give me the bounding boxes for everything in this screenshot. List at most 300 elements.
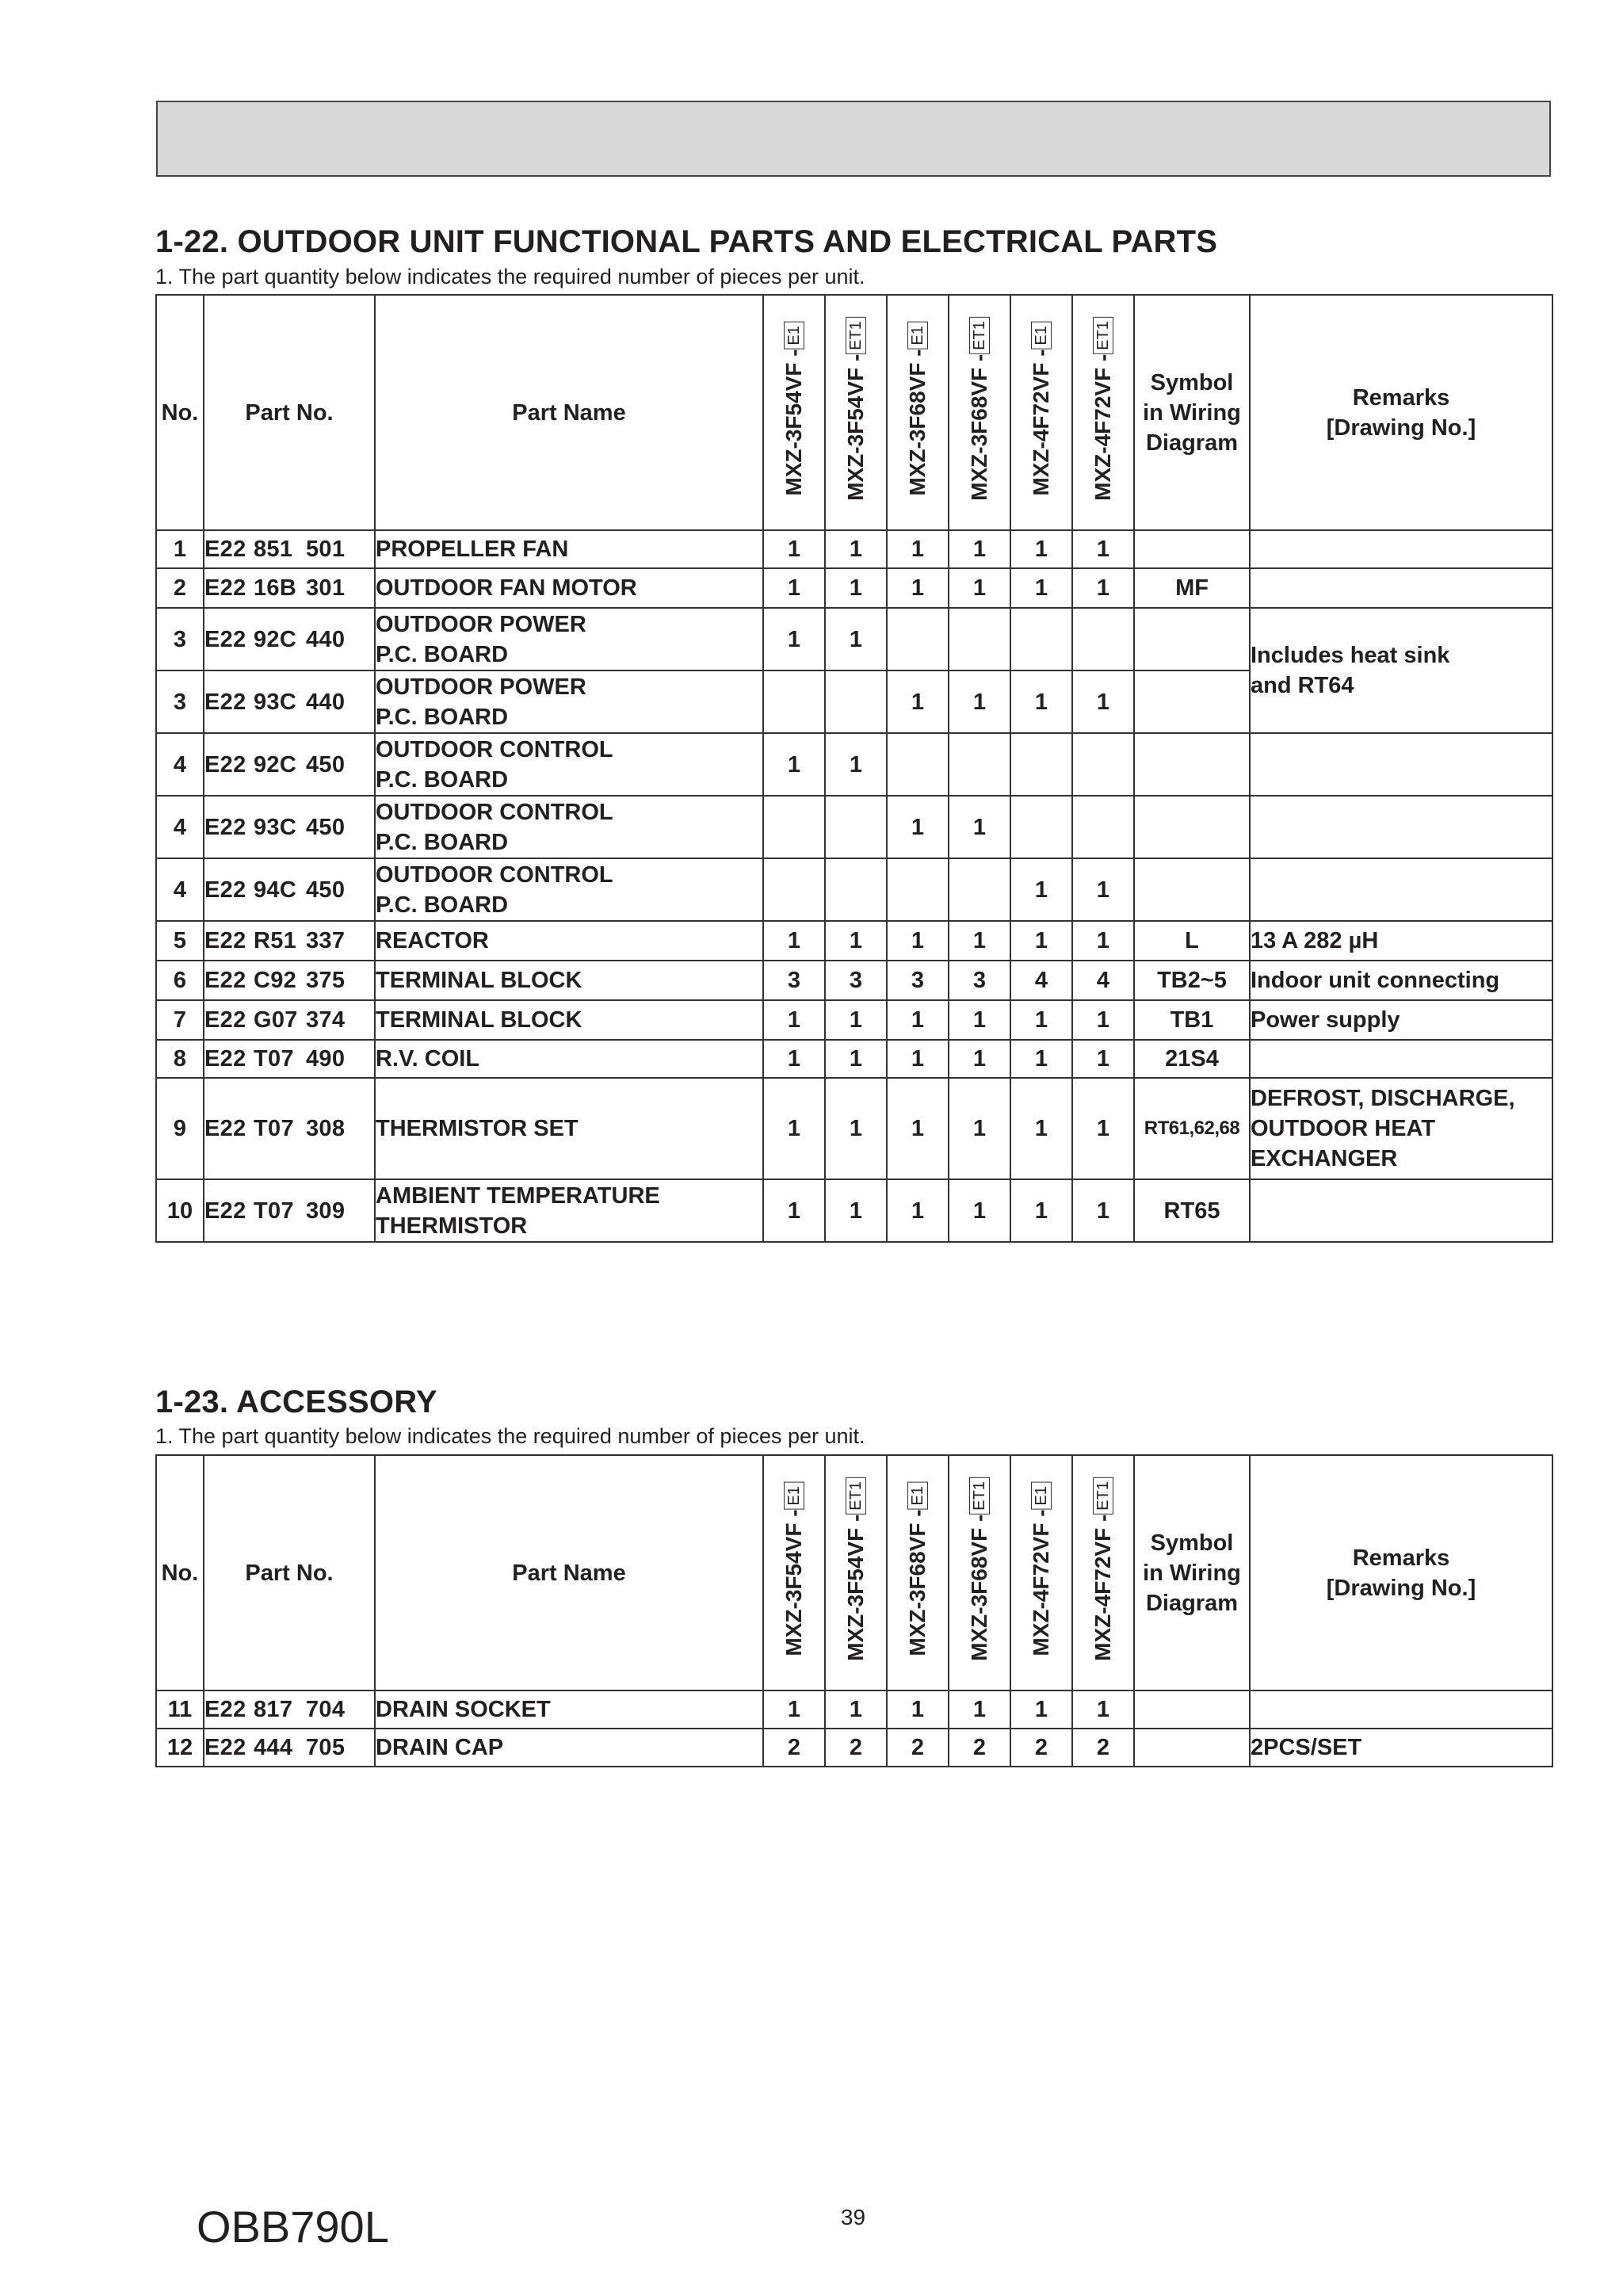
part-number-segment: E22 <box>204 1198 246 1224</box>
item-number: 6 <box>156 961 204 1000</box>
quantity-2: 2 <box>825 1729 887 1767</box>
header-model-4 <box>949 295 1010 530</box>
quantity-4: 1 <box>949 921 1010 961</box>
part-number-segment: 444 <box>254 1735 293 1760</box>
part-number-segment: 450 <box>306 814 346 840</box>
item-number: 12 <box>156 1729 204 1767</box>
quantity-5: 1 <box>1010 1690 1072 1729</box>
header-model-6 <box>1072 1455 1134 1690</box>
model-name: MXZ-3F54VF - <box>781 1509 806 1656</box>
header-model-2 <box>825 1455 887 1690</box>
header-model-4 <box>949 1455 1010 1690</box>
part-name: THERMISTOR SET <box>375 1078 763 1179</box>
quantity-6: 2 <box>1072 1729 1134 1767</box>
model-name: MXZ-4F72VF - <box>1028 349 1053 496</box>
remarks <box>1250 1690 1552 1729</box>
model-suffix: E1 <box>784 1482 804 1509</box>
quantity-3: 1 <box>887 1040 949 1078</box>
part-name <box>375 733 763 796</box>
part-number-segment: E22 <box>204 1116 246 1141</box>
part-number-segment: 501 <box>306 537 346 562</box>
quantity-3: 3 <box>887 961 949 1000</box>
quantity-3 <box>887 858 949 921</box>
part-number-segment: E22 <box>204 575 246 601</box>
item-number: 3 <box>156 670 204 733</box>
header-row <box>156 1455 1552 1690</box>
quantity-3 <box>887 733 949 796</box>
quantity-5: 1 <box>1010 1078 1072 1179</box>
part-number-segment: 93C <box>254 689 297 715</box>
remarks <box>1250 608 1552 733</box>
table-row <box>156 961 1552 1000</box>
quantity-3: 1 <box>887 1179 949 1242</box>
quantity-6 <box>1072 608 1134 670</box>
table-row <box>156 568 1552 608</box>
wiring-symbol <box>1134 858 1250 921</box>
item-number: 4 <box>156 796 204 858</box>
text-line: OUTDOOR POWER <box>376 674 586 700</box>
header-row <box>156 295 1552 530</box>
quantity-6: 1 <box>1072 1078 1134 1179</box>
part-name <box>375 1179 763 1242</box>
table-row <box>156 530 1552 568</box>
quantity-2: 1 <box>825 530 887 568</box>
model-name: MXZ-4F72VF - <box>1090 353 1115 501</box>
model-suffix: E1 <box>1031 1482 1052 1509</box>
header-part-no: Part No. <box>204 1455 375 1690</box>
part-number <box>204 1000 375 1040</box>
wiring-symbol <box>1134 530 1250 568</box>
table-row <box>156 1078 1552 1179</box>
part-number <box>204 1179 375 1242</box>
section-title-accessory: 1-23. ACCESSORY <box>155 1385 437 1419</box>
header-model-3 <box>887 295 949 530</box>
quantity-4: 1 <box>949 670 1010 733</box>
header-model-1 <box>763 295 825 530</box>
part-number-segment: E22 <box>204 1735 246 1760</box>
part-number <box>204 1729 375 1767</box>
model-suffix: ET1 <box>846 1477 866 1515</box>
remarks: Power supply <box>1250 1000 1552 1040</box>
quantity-4: 2 <box>949 1729 1010 1767</box>
quantity-6: 1 <box>1072 858 1134 921</box>
model-name: MXZ-3F54VF - <box>842 1514 868 1661</box>
remarks <box>1250 1179 1552 1242</box>
header-part-name: Part Name <box>375 1455 763 1690</box>
model-label <box>781 314 808 504</box>
text-line: P.C. BOARD <box>376 829 509 855</box>
quantity-2: 1 <box>825 1179 887 1242</box>
quantity-4: 1 <box>949 568 1010 608</box>
part-number-segment: T07 <box>254 1046 294 1072</box>
quantity-1: 1 <box>763 1040 825 1078</box>
model-suffix: E1 <box>907 1482 928 1509</box>
quantity-1: 1 <box>763 1078 825 1179</box>
quantity-2 <box>825 670 887 733</box>
part-number-segment: 308 <box>306 1116 346 1141</box>
document-code: OBB790L <box>197 2202 389 2252</box>
model-name: MXZ-4F72VF - <box>1028 1509 1053 1656</box>
text-line: and RT64 <box>1251 673 1354 698</box>
text-line: OUTDOOR POWER <box>376 611 586 637</box>
part-number-segment: C92 <box>254 968 297 993</box>
text-line: [Drawing No.] <box>1326 1575 1476 1601</box>
table-row <box>156 733 1552 796</box>
part-number-segment: 92C <box>254 751 297 777</box>
header-part-name: Part Name <box>375 295 763 530</box>
part-number-segment: E22 <box>204 751 246 777</box>
model-label <box>905 314 931 504</box>
part-name: PROPELLER FAN <box>375 530 763 568</box>
part-number-segment: 337 <box>306 928 346 953</box>
quantity-2 <box>825 858 887 921</box>
text-line: Remarks <box>1352 384 1450 411</box>
model-label <box>781 1474 808 1664</box>
part-number <box>204 858 375 921</box>
table-row <box>156 796 1552 858</box>
quantity-6: 1 <box>1072 1000 1134 1040</box>
part-number-segment: 94C <box>254 877 297 903</box>
section-title-outdoor-parts: 1-22. OUTDOOR UNIT FUNCTIONAL PARTS AND ELECTRICAL PARTS <box>155 224 1218 259</box>
text-line: THERMISTOR <box>376 1213 528 1239</box>
text-line: Symbol <box>1150 1530 1234 1556</box>
part-name <box>375 858 763 921</box>
model-label <box>843 1469 869 1669</box>
section-note-outdoor-parts: 1. The part quantity below indicates the required number of pieces per unit. <box>155 265 865 288</box>
part-number-segment: 301 <box>306 575 346 601</box>
header-model-3 <box>887 1455 949 1690</box>
quantity-5: 4 <box>1010 961 1072 1000</box>
part-number <box>204 921 375 961</box>
quantity-2: 3 <box>825 961 887 1000</box>
part-number-segment: T07 <box>254 1116 294 1141</box>
model-suffix: E1 <box>784 322 804 349</box>
part-number-segment: 705 <box>306 1735 346 1760</box>
part-number-segment: 375 <box>306 968 346 993</box>
part-number-segment: 817 <box>254 1697 293 1722</box>
text-line: Symbol <box>1150 369 1234 395</box>
model-name: MXZ-3F68VF - <box>904 349 930 496</box>
item-number: 11 <box>156 1690 204 1729</box>
part-number-segment: 374 <box>306 1007 346 1033</box>
quantity-5: 1 <box>1010 858 1072 921</box>
quantity-3: 1 <box>887 1078 949 1179</box>
header-model-5 <box>1010 1455 1072 1690</box>
quantity-4 <box>949 858 1010 921</box>
section-note-accessory: 1. The part quantity below indicates the required number of pieces per unit. <box>155 1424 865 1448</box>
quantity-5 <box>1010 733 1072 796</box>
header-symbol <box>1134 295 1250 530</box>
model-suffix: ET1 <box>1093 1477 1113 1515</box>
quantity-6: 1 <box>1072 670 1134 733</box>
quantity-1: 1 <box>763 608 825 670</box>
quantity-4: 1 <box>949 1690 1010 1729</box>
item-number: 4 <box>156 733 204 796</box>
quantity-3: 1 <box>887 670 949 733</box>
model-suffix: ET1 <box>969 317 990 354</box>
part-number-segment: E22 <box>204 814 246 840</box>
quantity-5: 1 <box>1010 1179 1072 1242</box>
part-number-segment: E22 <box>204 1007 246 1033</box>
text-line: in Wiring <box>1143 1560 1241 1586</box>
quantity-3: 1 <box>887 568 949 608</box>
part-name <box>375 608 763 670</box>
text-line: OUTDOOR CONTROL <box>376 736 613 762</box>
remarks <box>1250 1040 1552 1078</box>
part-number-segment: E22 <box>204 1697 246 1722</box>
remarks: Indoor unit connecting <box>1250 961 1552 1000</box>
quantity-1: 3 <box>763 961 825 1000</box>
quantity-2: 1 <box>825 1040 887 1078</box>
item-number: 1 <box>156 530 204 568</box>
model-label <box>1090 309 1117 509</box>
remarks: 2PCS/SET <box>1250 1729 1552 1767</box>
quantity-6: 1 <box>1072 1040 1134 1078</box>
part-name: DRAIN CAP <box>375 1729 763 1767</box>
quantity-6: 1 <box>1072 530 1134 568</box>
quantity-4: 3 <box>949 961 1010 1000</box>
quantity-3: 1 <box>887 796 949 858</box>
part-name <box>375 670 763 733</box>
part-number-segment: E22 <box>204 877 246 903</box>
quantity-4: 1 <box>949 530 1010 568</box>
quantity-2 <box>825 796 887 858</box>
model-label <box>905 1474 931 1664</box>
part-name: TERMINAL BLOCK <box>375 961 763 1000</box>
part-number-segment: T07 <box>254 1198 294 1224</box>
text-line: P.C. BOARD <box>376 766 509 793</box>
model-suffix: ET1 <box>969 1477 990 1515</box>
item-number: 8 <box>156 1040 204 1078</box>
model-label <box>967 309 993 509</box>
text-line: Diagram <box>1145 430 1239 456</box>
part-number-segment: 93C <box>254 814 297 840</box>
quantity-4: 1 <box>949 1078 1010 1179</box>
table-row <box>156 1040 1552 1078</box>
quantity-6: 1 <box>1072 568 1134 608</box>
model-name: MXZ-3F68VF - <box>966 353 991 501</box>
part-number-segment: 450 <box>306 751 346 777</box>
quantity-3: 2 <box>887 1729 949 1767</box>
part-number-segment: 309 <box>306 1198 346 1224</box>
quantity-2: 1 <box>825 1000 887 1040</box>
wiring-symbol <box>1134 733 1250 796</box>
quantity-1: 1 <box>763 1179 825 1242</box>
remarks <box>1250 796 1552 858</box>
quantity-6 <box>1072 733 1134 796</box>
quantity-4: 1 <box>949 796 1010 858</box>
quantity-5: 2 <box>1010 1729 1072 1767</box>
text-line: Includes heat sink <box>1251 643 1450 668</box>
accessory-table <box>155 1454 1553 1767</box>
part-number-segment: 450 <box>306 877 346 903</box>
header-bar <box>156 101 1551 177</box>
header-remarks <box>1250 295 1552 530</box>
quantity-1 <box>763 796 825 858</box>
remarks <box>1250 530 1552 568</box>
text-line: OUTDOOR CONTROL <box>376 799 613 825</box>
wiring-symbol <box>1134 796 1250 858</box>
part-name <box>375 796 763 858</box>
part-name: DRAIN SOCKET <box>375 1690 763 1729</box>
item-number: 10 <box>156 1179 204 1242</box>
text-line: AMBIENT TEMPERATURE <box>376 1182 660 1209</box>
text-line: Diagram <box>1145 1590 1239 1616</box>
quantity-4: 1 <box>949 1040 1010 1078</box>
part-number-segment: 490 <box>306 1046 346 1072</box>
table-row <box>156 1000 1552 1040</box>
text-line: [Drawing No.] <box>1326 415 1476 441</box>
quantity-4: 1 <box>949 1000 1010 1040</box>
model-name: MXZ-4F72VF - <box>1090 1514 1115 1661</box>
page-number: 39 <box>840 2205 866 2229</box>
wiring-symbol: TB1 <box>1134 1000 1250 1040</box>
header-no: No. <box>156 1455 204 1690</box>
part-number-segment: E22 <box>204 928 246 953</box>
quantity-3 <box>887 608 949 670</box>
item-number: 3 <box>156 608 204 670</box>
part-number-segment: E22 <box>204 968 246 993</box>
quantity-6: 1 <box>1072 1179 1134 1242</box>
part-number <box>204 796 375 858</box>
quantity-3: 1 <box>887 921 949 961</box>
model-label <box>967 1469 993 1669</box>
model-suffix: ET1 <box>1093 317 1113 354</box>
part-name: R.V. COIL <box>375 1040 763 1078</box>
quantity-6: 1 <box>1072 1690 1134 1729</box>
quantity-4 <box>949 608 1010 670</box>
item-number: 7 <box>156 1000 204 1040</box>
text-line: Remarks <box>1352 1545 1450 1571</box>
model-name: MXZ-3F68VF - <box>904 1509 930 1656</box>
quantity-2: 1 <box>825 568 887 608</box>
part-number <box>204 608 375 670</box>
item-number: 4 <box>156 858 204 921</box>
wiring-symbol: RT61,62,68 <box>1134 1078 1250 1179</box>
quantity-5: 1 <box>1010 530 1072 568</box>
text-line: OUTDOOR HEAT <box>1251 1116 1436 1141</box>
item-number: 9 <box>156 1078 204 1179</box>
quantity-2: 1 <box>825 1690 887 1729</box>
remarks <box>1250 1078 1552 1179</box>
table-row <box>156 608 1552 670</box>
quantity-6: 1 <box>1072 921 1134 961</box>
quantity-6 <box>1072 796 1134 858</box>
quantity-3: 1 <box>887 1000 949 1040</box>
wiring-symbol: RT65 <box>1134 1179 1250 1242</box>
text-line: P.C. BOARD <box>376 641 509 667</box>
model-name: MXZ-3F54VF - <box>781 349 806 496</box>
part-number <box>204 961 375 1000</box>
part-number-segment: 16B <box>254 575 297 601</box>
part-number-segment: E22 <box>204 626 246 652</box>
header-model-6 <box>1072 295 1134 530</box>
quantity-1: 1 <box>763 733 825 796</box>
item-number: 5 <box>156 921 204 961</box>
text-line: in Wiring <box>1143 399 1241 426</box>
model-label <box>1029 314 1055 504</box>
quantity-1: 2 <box>763 1729 825 1767</box>
quantity-2: 1 <box>825 1078 887 1179</box>
part-name: REACTOR <box>375 921 763 961</box>
quantity-1: 1 <box>763 530 825 568</box>
part-number <box>204 670 375 733</box>
part-number-segment: R51 <box>254 928 297 953</box>
wiring-symbol <box>1134 1729 1250 1767</box>
part-number <box>204 1040 375 1078</box>
part-number <box>204 1078 375 1179</box>
part-number-segment: E22 <box>204 537 246 562</box>
part-number-segment: 440 <box>306 626 346 652</box>
model-label <box>1090 1469 1117 1669</box>
part-number <box>204 568 375 608</box>
table-row <box>156 1179 1552 1242</box>
table-row <box>156 921 1552 961</box>
part-number-segment: 92C <box>254 626 297 652</box>
text-line: P.C. BOARD <box>376 704 509 730</box>
quantity-1: 1 <box>763 921 825 961</box>
quantity-3: 1 <box>887 1690 949 1729</box>
header-model-2 <box>825 295 887 530</box>
quantity-1: 1 <box>763 568 825 608</box>
item-number: 2 <box>156 568 204 608</box>
quantity-5 <box>1010 608 1072 670</box>
part-name: OUTDOOR FAN MOTOR <box>375 568 763 608</box>
header-model-1 <box>763 1455 825 1690</box>
part-name: TERMINAL BLOCK <box>375 1000 763 1040</box>
remarks: 13 A 282 µH <box>1250 921 1552 961</box>
model-label <box>1029 1474 1055 1664</box>
model-suffix: E1 <box>1031 322 1052 349</box>
header-symbol <box>1134 1455 1250 1690</box>
wiring-symbol: L <box>1134 921 1250 961</box>
model-suffix: ET1 <box>846 317 866 354</box>
part-number-segment: 704 <box>306 1697 346 1722</box>
model-name: MXZ-3F54VF - <box>842 353 868 501</box>
part-number <box>204 1690 375 1729</box>
table-row <box>156 1690 1552 1729</box>
quantity-2: 1 <box>825 608 887 670</box>
text-line: DEFROST, DISCHARGE, <box>1251 1086 1515 1111</box>
header-part-no: Part No. <box>204 295 375 530</box>
outdoor-parts-table <box>155 294 1553 1243</box>
remarks <box>1250 568 1552 608</box>
text-line: EXCHANGER <box>1251 1146 1398 1171</box>
text-line: OUTDOOR CONTROL <box>376 861 613 888</box>
quantity-2: 1 <box>825 921 887 961</box>
text-line: P.C. BOARD <box>376 892 509 918</box>
quantity-5: 1 <box>1010 568 1072 608</box>
header-no: No. <box>156 295 204 530</box>
part-number-segment: G07 <box>254 1007 298 1033</box>
wiring-symbol <box>1134 670 1250 733</box>
quantity-5 <box>1010 796 1072 858</box>
part-number-segment: E22 <box>204 689 246 715</box>
part-number <box>204 530 375 568</box>
wiring-symbol: 21S4 <box>1134 1040 1250 1078</box>
part-number-segment: 851 <box>254 537 293 562</box>
wiring-symbol: TB2~5 <box>1134 961 1250 1000</box>
wiring-symbol: MF <box>1134 568 1250 608</box>
part-number <box>204 733 375 796</box>
quantity-3: 1 <box>887 530 949 568</box>
quantity-5: 1 <box>1010 1000 1072 1040</box>
quantity-5: 1 <box>1010 1040 1072 1078</box>
quantity-6: 4 <box>1072 961 1134 1000</box>
model-label <box>843 309 869 509</box>
quantity-1: 1 <box>763 1000 825 1040</box>
quantity-5: 1 <box>1010 921 1072 961</box>
